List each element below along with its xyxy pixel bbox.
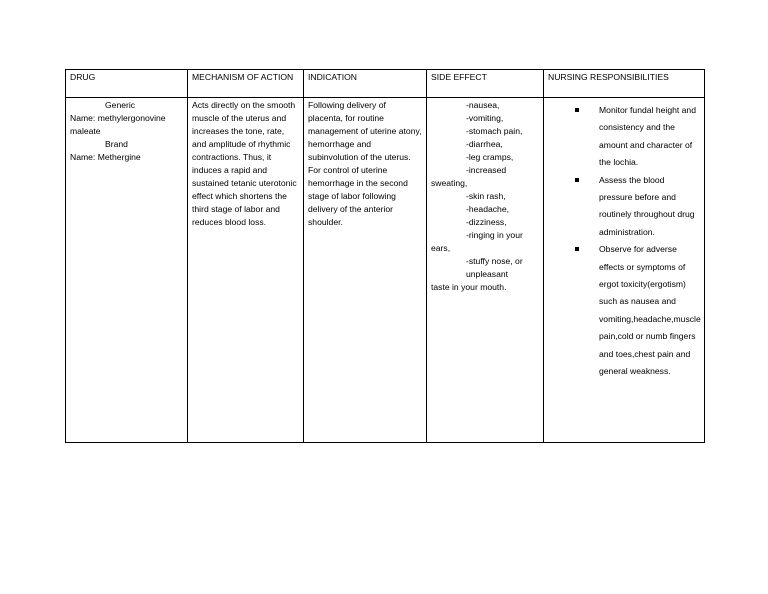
nursing-list [548, 102, 700, 381]
side-effect-item: -diarrhea, [466, 139, 503, 149]
square-bullet-icon [575, 247, 579, 251]
mechanism-cell: Acts directly on the smooth muscle of the uterus and increases the tone, rate, and amplitude of rhythmic contractions. Thus, it induces a rapid and sustained tetanic uterotonic effect which shortens the third stage of labor and reduces blood loss. [188, 98, 304, 443]
brand-label: Brand [105, 139, 128, 149]
nursing-item-text: Monitor fundal height and consistency and the amount and character of the lochia. [599, 105, 696, 168]
side-effect-item: -ringing in your [466, 230, 523, 240]
header-drug: DRUG [66, 70, 188, 98]
generic-name: Name: methylergonovine [70, 113, 166, 123]
nursing-item-text: Observe for adverse effects or symptoms of ergot toxicity(ergotism) such as nausea and vomiting,headache,muscle pain,cold or numb fingers and toes,chest pain and general weakness. [599, 244, 701, 377]
side-effect-item: -nausea, [466, 100, 500, 110]
list-item [548, 102, 700, 172]
side-effect-item: sweating, [431, 178, 468, 188]
brand-name: Name: Methergine [70, 152, 141, 162]
side-effect-item: -dizziness, [466, 217, 507, 227]
square-bullet-icon [575, 178, 579, 182]
header-row [66, 70, 705, 98]
header-side-effect: SIDE EFFECT [427, 70, 544, 98]
side-effect-item: -stomach pain, [466, 126, 523, 136]
side-effect-item: unpleasant [466, 269, 509, 279]
side-effect-item: taste in your mouth. [431, 282, 507, 292]
indication-cell: Following delivery of placenta, for routine management of uterine atony, hemorrhage and subinvolution of the uterus. For control of uterine hemorrhage in the second stage of labor following delivery of the anterior shoulder. [304, 98, 427, 443]
list-item [548, 241, 700, 380]
side-effect-item: -leg cramps, [466, 152, 514, 162]
side-effect-item: -stuffy nose, or [466, 256, 523, 266]
generic-name-continued: maleate [70, 126, 101, 136]
side-effect-item: -headache, [466, 204, 510, 214]
list-item [548, 172, 700, 242]
drug-study-table [65, 69, 705, 443]
header-indication: INDICATION [304, 70, 427, 98]
header-nursing-responsibilities: NURSING RESPONSIBILITIES [544, 70, 705, 98]
side-effect-item: -increased [466, 165, 507, 175]
nursing-cell [544, 98, 705, 443]
side-effect-item: ears, [431, 243, 451, 253]
header-mechanism: MECHANISM OF ACTION [188, 70, 304, 98]
square-bullet-icon [575, 108, 579, 112]
generic-label: Generic [105, 100, 136, 110]
side-effect-cell [427, 98, 544, 443]
side-effect-item: -skin rash, [466, 191, 506, 201]
side-effect-item: -vomiting, [466, 113, 504, 123]
table-row [66, 98, 705, 443]
nursing-item-text: Assess the blood pressure before and routinely throughout drug administration. [599, 174, 695, 237]
drug-cell [66, 98, 188, 443]
